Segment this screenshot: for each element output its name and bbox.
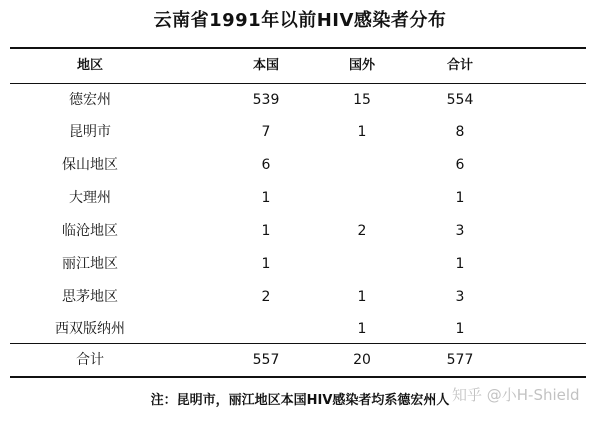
cell-total: 8 (455, 124, 465, 140)
cell-total: 3 (455, 223, 465, 239)
header-total: 合计 (446, 58, 473, 73)
total-label: 合计 (76, 352, 104, 368)
table-header-rule (10, 83, 586, 84)
cell-total: 6 (455, 157, 465, 173)
cell-region: 大理州 (69, 190, 111, 206)
cell-total: 3 (455, 289, 465, 305)
cell-domestic: 7 (261, 124, 271, 140)
table-row (10, 122, 586, 142)
cell-region: 德宏州 (69, 92, 111, 108)
header-region: 地区 (76, 58, 103, 73)
total-foreign: 20 (353, 352, 371, 368)
cell-domestic: 1 (261, 256, 271, 272)
cell-total: 1 (455, 190, 465, 206)
table-row (10, 287, 586, 307)
cell-domestic: 2 (261, 289, 271, 305)
cell-domestic: 1 (261, 190, 271, 206)
cell-region: 思茅地区 (62, 289, 118, 305)
cell-foreign: 1 (357, 124, 367, 140)
watermark: 知乎 @小H-Shield (452, 386, 580, 404)
cell-region: 丽江地区 (62, 256, 118, 272)
cell-total: 1 (455, 256, 465, 272)
cell-foreign: 2 (357, 223, 367, 239)
table-row (10, 188, 586, 208)
table-bottom-rule (10, 376, 586, 378)
cell-region: 保山地区 (62, 157, 118, 173)
cell-region: 西双版纳州 (55, 321, 125, 337)
footnote: 注：昆明市，丽江地区本国HIV感染者均系德宏州人 (150, 393, 450, 408)
table-row (10, 319, 586, 339)
table-header (10, 56, 586, 76)
table-top-rule (10, 47, 586, 49)
cell-region: 临沧地区 (62, 223, 118, 239)
cell-domestic: 6 (261, 157, 271, 173)
cell-domestic: 539 (252, 92, 280, 108)
total-domestic: 557 (252, 352, 280, 368)
cell-total: 554 (446, 92, 474, 108)
table-row (10, 221, 586, 241)
table-sum-rule (10, 343, 586, 344)
table-row (10, 155, 586, 175)
cell-foreign: 15 (353, 92, 371, 108)
table-row (10, 90, 586, 110)
total-overall: 577 (446, 352, 474, 368)
table-total-row (10, 350, 586, 370)
cell-total: 1 (455, 321, 465, 337)
header-foreign: 国外 (348, 58, 375, 73)
page-title: 云南省1991年以前HIV感染者分布 (153, 10, 447, 31)
header-domestic: 本国 (252, 58, 279, 73)
cell-foreign: 1 (357, 289, 367, 305)
cell-domestic: 1 (261, 223, 271, 239)
table-row (10, 254, 586, 274)
cell-region: 昆明市 (69, 124, 111, 140)
cell-foreign: 1 (357, 321, 367, 337)
